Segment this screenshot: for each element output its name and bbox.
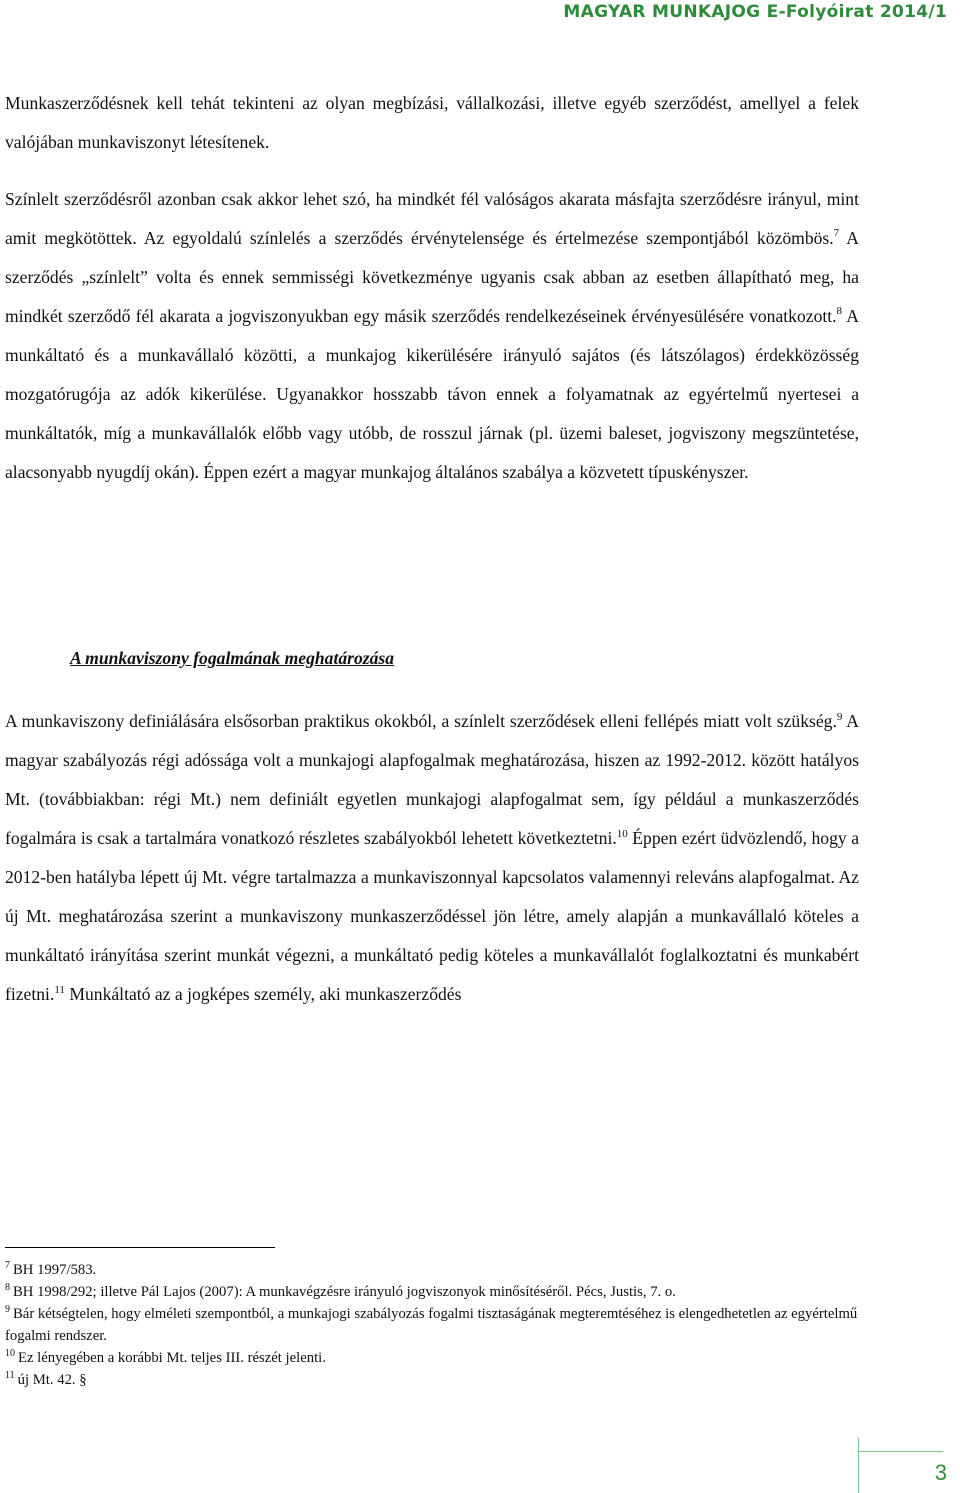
section-paragraph-part-c: Éppen ezért üdvözlendő, hogy a 2012-ben hatályba lépett új Mt. végre tartalmazza a munkaviszonnyal kapcsolatos valamennyi releváns alapfogalmat. Az új Mt. meghatározása szerint a munkaviszony munkaszerződéssel jön létre, amely alapján a munkavállaló köteles a munkáltató irányítása szerint munkát végezni, a munkáltató pedig köteles a munkavállalót foglalkoztatni és munkabért fizetni. <box>5 828 860 1004</box>
page-corner-frame <box>858 1438 943 1493</box>
footnote-text: BH 1998/292; illetve Pál Lajos (2007): A munkavégzésre irányuló jogviszonyok minősítéséről. Pécs, Justis, 7. o. <box>13 1284 676 1300</box>
section-paragraph-part-b: A magyar szabályozás régi adóssága volt a munkajogi alapfogalmak meghatározása, hiszen az 1992-2012. között hatályos Mt. (továbbiakban: régi Mt.) nem definiált egyetlen munkajogi alapfogalmat sem, így például a munkaszerződés fogalmára is csak a tartalmára vonatkozó részletes szabályokból lehetett következtetni. <box>5 711 860 848</box>
section-paragraph-part-a: A munkaviszony definiálására elsősorban praktikus okokból, a színlelt szerződések elleni fellépés miatt volt szükség. <box>5 711 837 731</box>
section-paragraph-1 <box>5 702 859 1014</box>
footnote-number: 7 <box>5 1260 10 1272</box>
page-number: 3 <box>934 1460 947 1485</box>
journal-header: MAGYAR MUNKAJOG E-Folyóirat 2014/1 <box>563 2 947 22</box>
footnote-divider <box>5 1247 275 1248</box>
footnote-ref-8[interactable]: 8 <box>836 305 843 318</box>
footnote-number: 8 <box>5 1282 10 1294</box>
section-paragraph-part-d: Munkáltató az a jogképes személy, aki munkaszerződés <box>64 984 462 1004</box>
footnote-11 <box>5 1369 859 1391</box>
footnote-text: új Mt. 42. § <box>17 1372 87 1388</box>
footnote-ref-7[interactable]: 7 <box>833 227 840 240</box>
footnote-text: BH 1997/583. <box>13 1262 97 1278</box>
footnote-10 <box>5 1347 859 1369</box>
paragraph-2-part-c: A munkáltató és a munkavállaló közötti, a munkajog kikerülésére irányuló sajátos (és látszólagos) érdekközösség mozgatórugója az adók kikerülése. Ugyanakkor hosszabb távon ennek a folyamatnak az egyértelmű nyertesei a munkáltatók, míg a munkavállalók előbb vagy utóbb, de rosszul járnak (pl. üzemi baleset, jogviszony megszüntetése, alacsonyabb nyugdíj okán). Éppen ezért a magyar munkajog általános szabálya a közvetett típuskényszer. <box>5 306 859 482</box>
body-text <box>5 84 859 492</box>
footnote-ref-11[interactable]: 11 <box>54 984 65 997</box>
footnotes <box>5 1259 859 1391</box>
corner-vertical-line <box>858 1438 859 1493</box>
footnote-ref-9[interactable]: 9 <box>836 711 843 724</box>
footnote-7 <box>5 1259 859 1281</box>
footnote-text: Ez lényegében a korábbi Mt. teljes III. részét jelenti. <box>18 1350 326 1366</box>
paragraph-2-part-b: A szerződés „színlelt” volta és ennek semmisségi következménye ugyanis csak abban az esetben állapítható meg, ha mindkét szerződő fél akarata a jogviszonyukban egy másik szerződés rendelkezéseinek érvényesülésére vonatkozott. <box>5 228 859 326</box>
paragraph-2 <box>5 180 859 492</box>
footnote-ref-10[interactable]: 10 <box>616 828 628 841</box>
section-body-text <box>5 702 859 1014</box>
paragraph-2-part-a: Színlelt szerződésről azonban csak akkor lehet szó, ha mindkét fél valóságos akarata másfajta szerződésre irányul, mint amit megkötöttek. Az egyoldalú színlelés a szerződés érvénytelensége és értelmezése szempontjából közömbös. <box>5 189 859 248</box>
paragraph-1: Munkaszerződésnek kell tehát tekinteni az olyan megbízási, vállalkozási, illetve egyéb szerződést, amellyel a felek valójában munkaviszonyt létesítenek. <box>5 93 859 152</box>
footnote-number: 11 <box>5 1370 15 1382</box>
footnote-text: Bár kétségtelen, hogy elméleti szempontból, a munkajogi szabályozás fogalmi tisztaságának megteremtéséhez is elengedhetetlen az egyértelmű fogalmi rendszer. <box>5 1306 858 1344</box>
footnote-9 <box>5 1303 859 1347</box>
footnote-number: 9 <box>5 1304 10 1316</box>
footnote-8 <box>5 1281 859 1303</box>
section-heading: A munkaviszony fogalmának meghatározása <box>70 648 395 668</box>
footnote-number: 10 <box>5 1348 15 1360</box>
corner-horizontal-line <box>858 1451 943 1452</box>
